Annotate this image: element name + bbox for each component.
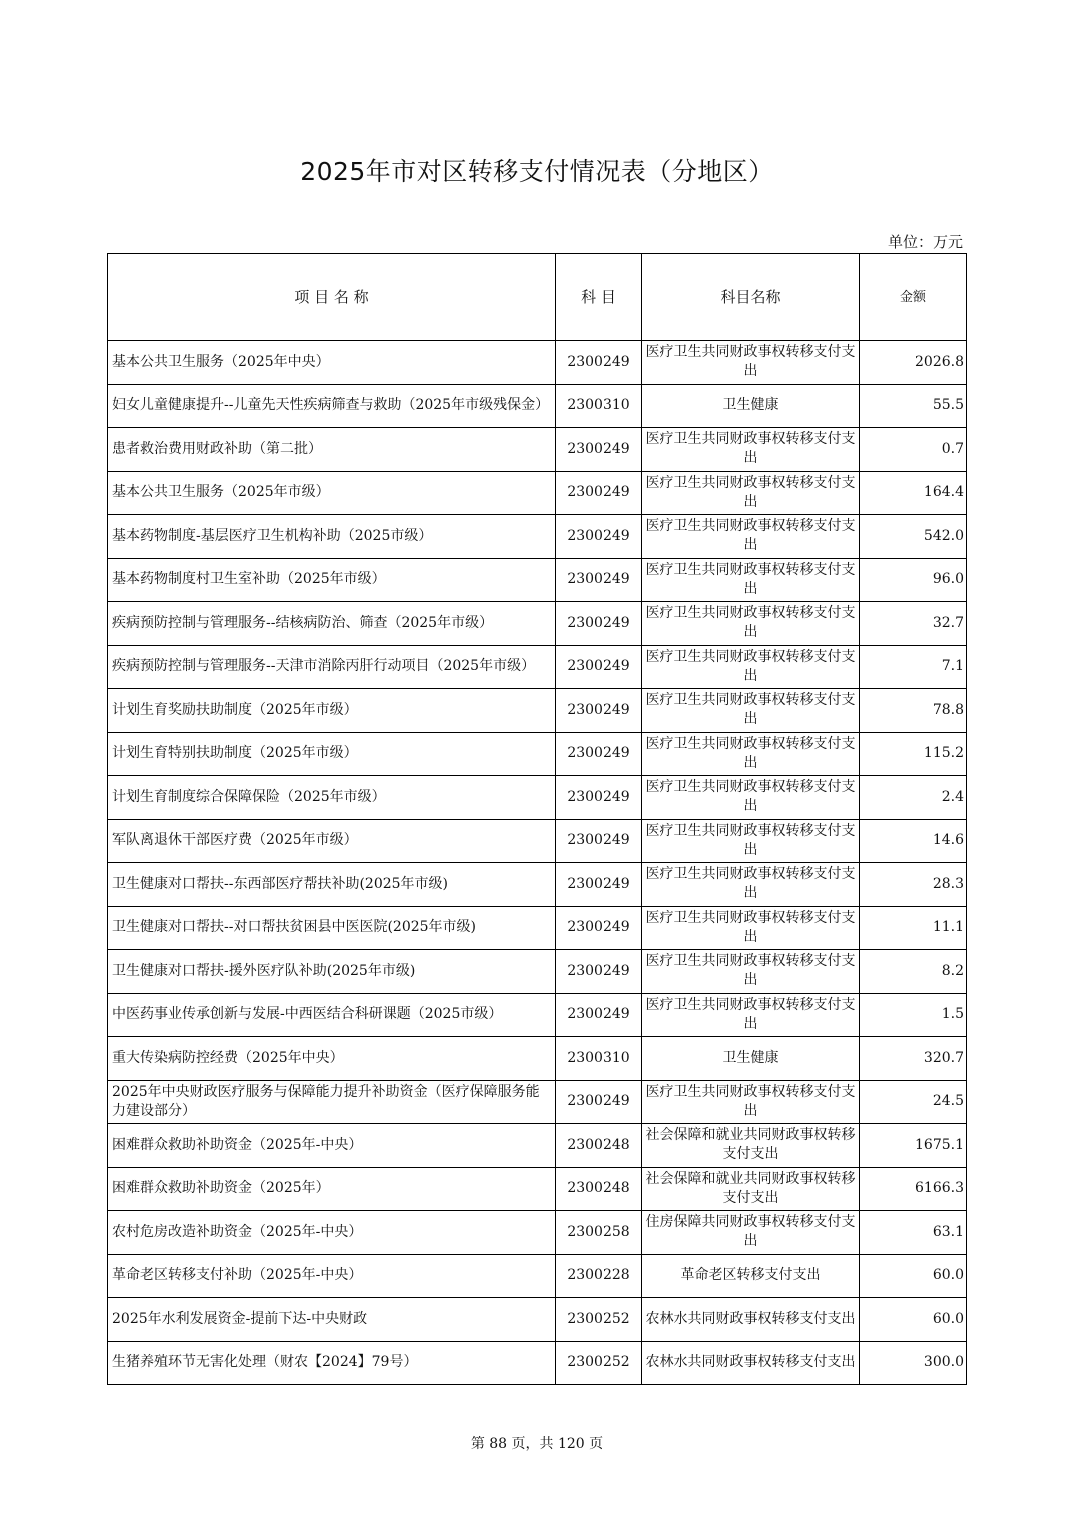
subject-code-cell: 2300249 — [556, 645, 642, 689]
table-header-row — [108, 254, 967, 341]
table-row — [108, 428, 967, 472]
subject-name-cell: 医疗卫生共同财政事权转移支付支出 — [642, 776, 860, 820]
subject-name-cell: 医疗卫生共同财政事权转移支付支出 — [642, 515, 860, 559]
subject-code-cell: 2300249 — [556, 602, 642, 646]
header-amount: 金额 — [860, 254, 967, 341]
subject-code-cell: 2300249 — [556, 906, 642, 950]
subject-name-cell: 革命老区转移支付支出 — [642, 1254, 860, 1298]
amount-cell: 96.0 — [860, 558, 967, 602]
subject-name-cell: 医疗卫生共同财政事权转移支付支出 — [642, 993, 860, 1037]
amount-cell: 24.5 — [860, 1080, 967, 1124]
amount-cell: 542.0 — [860, 515, 967, 559]
project-name-cell: 革命老区转移支付补助（2025年-中央） — [108, 1254, 556, 1298]
subject-code-cell: 2300249 — [556, 471, 642, 515]
project-name-cell: 重大传染病防控经费（2025年中央） — [108, 1037, 556, 1081]
project-name-cell: 2025年水利发展资金-提前下达-中央财政 — [108, 1298, 556, 1342]
project-name-cell: 2025年中央财政医疗服务与保障能力提升补助资金（医疗保障服务能力建设部分） — [108, 1080, 556, 1124]
header-subject-name: 科目名称 — [642, 254, 860, 341]
page-footer: 第 88 页，共 120 页 — [470, 1436, 604, 1452]
project-name-cell: 卫生健康对口帮扶--东西部医疗帮扶补助(2025年市级) — [108, 863, 556, 907]
amount-cell: 164.4 — [860, 471, 967, 515]
table-row — [108, 689, 967, 733]
amount-cell: 2026.8 — [860, 341, 967, 385]
subject-name-cell: 医疗卫生共同财政事权转移支付支出 — [642, 341, 860, 385]
project-name-cell: 计划生育奖励扶助制度（2025年市级） — [108, 689, 556, 733]
subject-code-cell: 2300258 — [556, 1211, 642, 1255]
amount-cell: 78.8 — [860, 689, 967, 733]
table-row — [108, 1124, 967, 1168]
subject-name-cell: 医疗卫生共同财政事权转移支付支出 — [642, 558, 860, 602]
amount-cell: 6166.3 — [860, 1167, 967, 1211]
subject-name-cell: 医疗卫生共同财政事权转移支付支出 — [642, 1080, 860, 1124]
table-row — [108, 993, 967, 1037]
project-name-cell: 中医药事业传承创新与发展-中西医结合科研课题（2025市级） — [108, 993, 556, 1037]
subject-code-cell: 2300249 — [556, 1080, 642, 1124]
amount-cell: 63.1 — [860, 1211, 967, 1255]
subject-code-cell: 2300310 — [556, 384, 642, 428]
subject-name-cell: 农林水共同财政事权转移支付支出 — [642, 1298, 860, 1342]
subject-name-cell: 社会保障和就业共同财政事权转移支付支出 — [642, 1124, 860, 1168]
unit-label: 单位：万元 — [887, 233, 963, 251]
subject-code-cell: 2300249 — [556, 689, 642, 733]
subject-code-cell: 2300249 — [556, 515, 642, 559]
project-name-cell: 疾病预防控制与管理服务--天津市消除丙肝行动项目（2025年市级） — [108, 645, 556, 689]
subject-name-cell: 医疗卫生共同财政事权转移支付支出 — [642, 863, 860, 907]
subject-code-cell: 2300249 — [556, 863, 642, 907]
subject-name-cell: 农林水共同财政事权转移支付支出 — [642, 1341, 860, 1385]
project-name-cell: 农村危房改造补助资金（2025年-中央） — [108, 1211, 556, 1255]
table-row — [108, 384, 967, 428]
subject-code-cell: 2300249 — [556, 993, 642, 1037]
table-row — [108, 1341, 967, 1385]
subject-code-cell: 2300228 — [556, 1254, 642, 1298]
amount-cell: 1.5 — [860, 993, 967, 1037]
subject-name-cell: 卫生健康 — [642, 1037, 860, 1081]
table-row — [108, 1037, 967, 1081]
amount-cell: 60.0 — [860, 1298, 967, 1342]
table-row — [108, 341, 967, 385]
project-name-cell: 卫生健康对口帮扶-援外医疗队补助(2025年市级) — [108, 950, 556, 994]
subject-code-cell: 2300249 — [556, 776, 642, 820]
subject-code-cell: 2300249 — [556, 950, 642, 994]
subject-code-cell: 2300249 — [556, 341, 642, 385]
table-row — [108, 1080, 967, 1124]
subject-name-cell: 医疗卫生共同财政事权转移支付支出 — [642, 732, 860, 776]
project-name-cell: 生猪养殖环节无害化处理（财农【2024】79号） — [108, 1341, 556, 1385]
amount-cell: 0.7 — [860, 428, 967, 472]
project-name-cell: 基本药物制度-基层医疗卫生机构补助（2025市级） — [108, 515, 556, 559]
project-name-cell: 疾病预防控制与管理服务--结核病防治、筛查（2025年市级） — [108, 602, 556, 646]
project-name-cell: 军队离退休干部医疗费（2025年市级） — [108, 819, 556, 863]
project-name-cell: 困难群众救助补助资金（2025年-中央） — [108, 1124, 556, 1168]
table-row — [108, 1167, 967, 1211]
amount-cell: 2.4 — [860, 776, 967, 820]
subject-name-cell: 医疗卫生共同财政事权转移支付支出 — [642, 645, 860, 689]
amount-cell: 1675.1 — [860, 1124, 967, 1168]
table-row — [108, 732, 967, 776]
amount-cell: 55.5 — [860, 384, 967, 428]
amount-cell: 14.6 — [860, 819, 967, 863]
subject-name-cell: 卫生健康 — [642, 384, 860, 428]
subject-code-cell: 2300252 — [556, 1341, 642, 1385]
amount-cell: 8.2 — [860, 950, 967, 994]
project-name-cell: 基本公共卫生服务（2025年市级） — [108, 471, 556, 515]
project-name-cell: 基本公共卫生服务（2025年中央） — [108, 341, 556, 385]
table-row — [108, 1211, 967, 1255]
subject-code-cell: 2300249 — [556, 819, 642, 863]
table-row — [108, 645, 967, 689]
table-row — [108, 1298, 967, 1342]
amount-cell: 11.1 — [860, 906, 967, 950]
subject-name-cell: 医疗卫生共同财政事权转移支付支出 — [642, 906, 860, 950]
header-subject-code: 科 目 — [556, 254, 642, 341]
subject-name-cell: 住房保障共同财政事权转移支付支出 — [642, 1211, 860, 1255]
subject-name-cell: 医疗卫生共同财政事权转移支付支出 — [642, 471, 860, 515]
transfer-payment-table — [107, 253, 967, 1385]
subject-code-cell: 2300310 — [556, 1037, 642, 1081]
header-project-name: 项 目 名 称 — [108, 254, 556, 341]
subject-name-cell: 社会保障和就业共同财政事权转移支付支出 — [642, 1167, 860, 1211]
table-body — [108, 341, 967, 1385]
project-name-cell: 计划生育制度综合保障保险（2025年市级） — [108, 776, 556, 820]
amount-cell: 300.0 — [860, 1341, 967, 1385]
table-row — [108, 471, 967, 515]
page-title: 2025年市对区转移支付情况表（分地区） — [300, 157, 774, 186]
table-row — [108, 906, 967, 950]
subject-code-cell: 2300249 — [556, 732, 642, 776]
table-row — [108, 819, 967, 863]
amount-cell: 7.1 — [860, 645, 967, 689]
subject-code-cell: 2300249 — [556, 558, 642, 602]
subject-code-cell: 2300248 — [556, 1124, 642, 1168]
table-row — [108, 558, 967, 602]
table-row — [108, 515, 967, 559]
project-name-cell: 计划生育特别扶助制度（2025年市级） — [108, 732, 556, 776]
table-row — [108, 950, 967, 994]
amount-cell: 32.7 — [860, 602, 967, 646]
subject-code-cell: 2300248 — [556, 1167, 642, 1211]
subject-name-cell: 医疗卫生共同财政事权转移支付支出 — [642, 819, 860, 863]
subject-code-cell: 2300252 — [556, 1298, 642, 1342]
amount-cell: 115.2 — [860, 732, 967, 776]
table-row — [108, 863, 967, 907]
subject-name-cell: 医疗卫生共同财政事权转移支付支出 — [642, 428, 860, 472]
project-name-cell: 卫生健康对口帮扶--对口帮扶贫困县中医医院(2025年市级) — [108, 906, 556, 950]
table-row — [108, 776, 967, 820]
amount-cell: 28.3 — [860, 863, 967, 907]
project-name-cell: 患者救治费用财政补助（第二批） — [108, 428, 556, 472]
subject-name-cell: 医疗卫生共同财政事权转移支付支出 — [642, 689, 860, 733]
project-name-cell: 妇女儿童健康提升--儿童先天性疾病筛查与救助（2025年市级残保金） — [108, 384, 556, 428]
table-row — [108, 1254, 967, 1298]
project-name-cell: 基本药物制度村卫生室补助（2025年市级） — [108, 558, 556, 602]
project-name-cell: 困难群众救助补助资金（2025年） — [108, 1167, 556, 1211]
amount-cell: 320.7 — [860, 1037, 967, 1081]
subject-name-cell: 医疗卫生共同财政事权转移支付支出 — [642, 602, 860, 646]
subject-code-cell: 2300249 — [556, 428, 642, 472]
table-row — [108, 602, 967, 646]
amount-cell: 60.0 — [860, 1254, 967, 1298]
subject-name-cell: 医疗卫生共同财政事权转移支付支出 — [642, 950, 860, 994]
